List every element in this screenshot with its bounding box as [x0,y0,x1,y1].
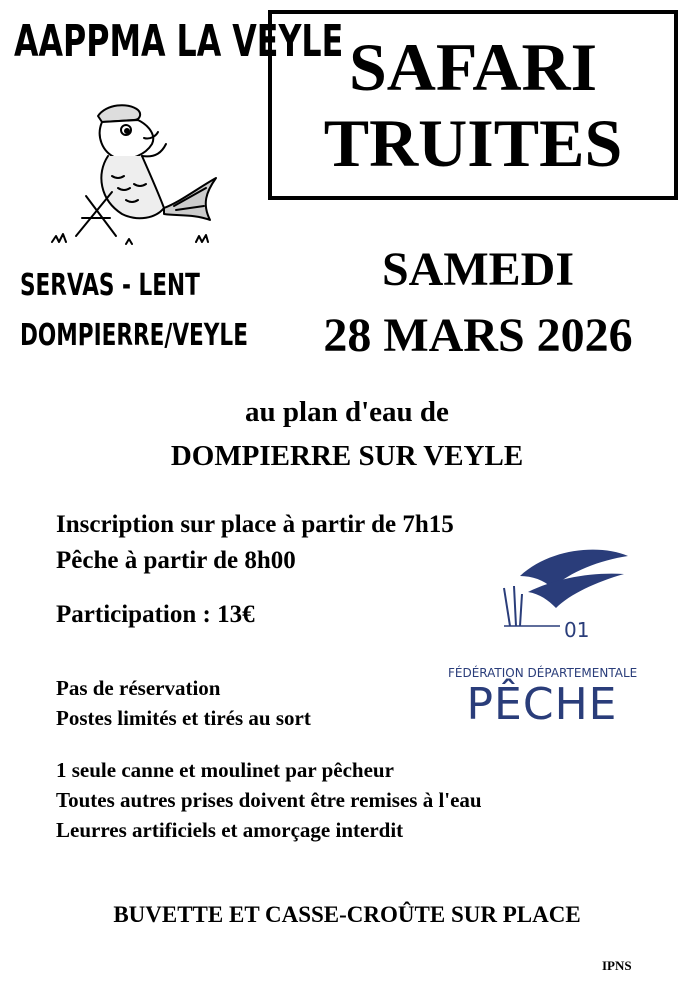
federation-fish-icon [500,548,632,628]
rule-bait: Leurres artificiels et amorçage interdit [56,818,404,842]
closing-banner: BUVETTE ET CASSE-CROÛTE SUR PLACE [113,902,581,927]
rule-no-booking: Pas de réservation [56,676,221,700]
venue-intro: au plan d'eau de [245,396,449,428]
event-date: 28 MARS 2026 [323,309,633,362]
title-box [268,10,678,200]
rule-release: Toutes autres prises doivent être remises à l'eau [56,788,482,812]
fishing-start-info: Pêche à partir de 8h00 [56,547,296,574]
federation-caption: FÉDÉRATION DÉPARTEMENTALE [448,666,638,680]
federation-word: PÊCHE [466,679,618,730]
title-line2: TRUITES [323,105,623,181]
venue-name: DOMPIERRE SUR VEYLE [170,440,524,472]
federation-number: 01 [564,618,590,642]
title-line1: SAFARI [348,29,598,105]
rule-limited-spots: Postes limités et tirés au sort [56,706,311,730]
club-name: AAPPMA LA VEYLE [14,16,344,67]
club-locations-line2: DOMPIERRE/VEYLE [20,318,248,353]
club-locations-line1: SERVAS - LENT [20,268,200,303]
participation-fee: Participation : 13€ [56,601,255,628]
registration-info: Inscription sur place à partir de 7h15 [56,511,454,538]
footer-ipns: IPNS [602,958,632,973]
rule-rod: 1 seule canne et moulinet par pêcheur [56,758,394,782]
event-day: SAMEDI [381,243,575,296]
fish-cartoon-illustration [46,96,222,248]
